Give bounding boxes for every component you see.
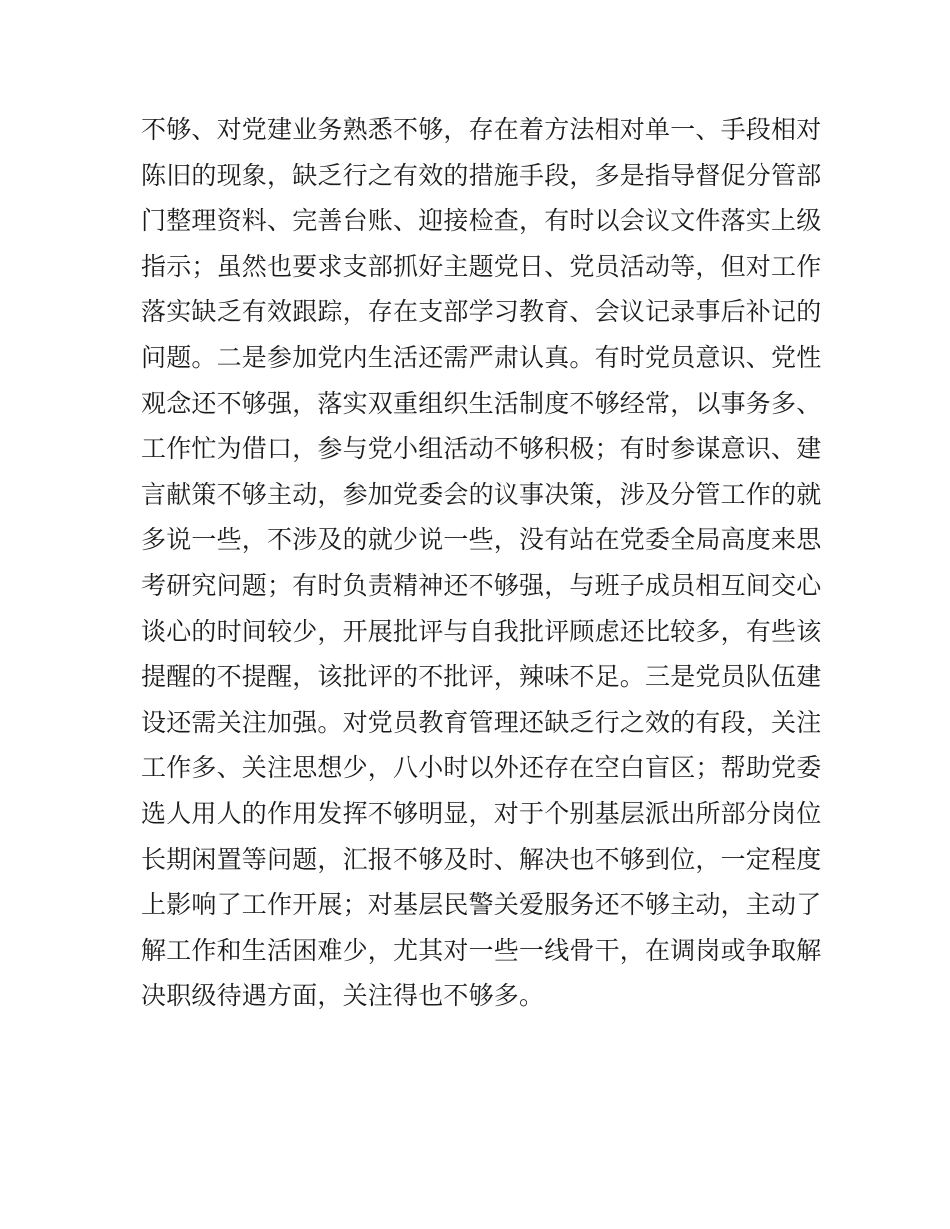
text-line-8: 工作忙为借口，参与党小组活动不够积极；有时参谋意识、建 bbox=[141, 434, 822, 464]
text-line-13: 提醒的不提醒，该批评的不批评，辣味不足。三是党员队伍建 bbox=[141, 662, 822, 692]
text-line-16: 选人用人的作用发挥不够明显，对于个别基层派出所部分岗位 bbox=[141, 798, 822, 828]
text-line-19: 解工作和生活困难少，尤其对一些一线骨干，在调岗或争取解 bbox=[141, 935, 822, 965]
text-line-12: 谈心的时间较少，开展批评与自我批评顾虑还比较多，有些该 bbox=[141, 616, 822, 646]
text-line-17: 长期闲置等问题，汇报不够及时、解决也不够到位，一定程度 bbox=[141, 844, 822, 874]
text-line-15: 工作多、关注思想少，八小时以外还存在空白盲区；帮助党委 bbox=[141, 753, 822, 783]
text-line-18: 上影响了工作开展；对基层民警关爱服务还不够主动，主动了 bbox=[141, 890, 822, 920]
text-line-9: 言献策不够主动，参加党委会的议事决策，涉及分管工作的就 bbox=[141, 479, 822, 509]
body-text bbox=[141, 107, 821, 1019]
text-line-11: 考研究问题；有时负责精神还不够强，与班子成员相互间交心 bbox=[141, 570, 822, 600]
text-line-10: 多说一些，不涉及的就少说一些，没有站在党委全局高度来思 bbox=[141, 525, 822, 555]
text-line-2: 陈旧的现象，缺乏行之有效的措施手段，多是指导督促分管部 bbox=[141, 160, 822, 190]
text-line-14: 设还需关注加强。对党员教育管理还缺乏行之效的有段，关注 bbox=[141, 707, 822, 737]
text-line-7: 观念还不够强，落实双重组织生活制度不够经常，以事务多、 bbox=[141, 388, 822, 418]
text-line-20: 决职级待遇方面，关注得也不够多。 bbox=[141, 981, 545, 1011]
text-line-1: 不够、对党建业务熟悉不够，存在着方法相对单一、手段相对 bbox=[141, 115, 822, 144]
text-line-6: 问题。二是参加党内生活还需严肃认真。有时党员意识、党性 bbox=[141, 342, 822, 372]
text-line-4: 指示；虽然也要求支部抓好主题党日、党员活动等，但对工作 bbox=[141, 251, 822, 281]
text-line-3: 门整理资料、完善台账、迎接检查，有时以会议文件落实上级 bbox=[141, 206, 822, 236]
text-line-5: 落实缺乏有效跟踪，存在支部学习教育、会议记录事后补记的 bbox=[141, 297, 822, 327]
